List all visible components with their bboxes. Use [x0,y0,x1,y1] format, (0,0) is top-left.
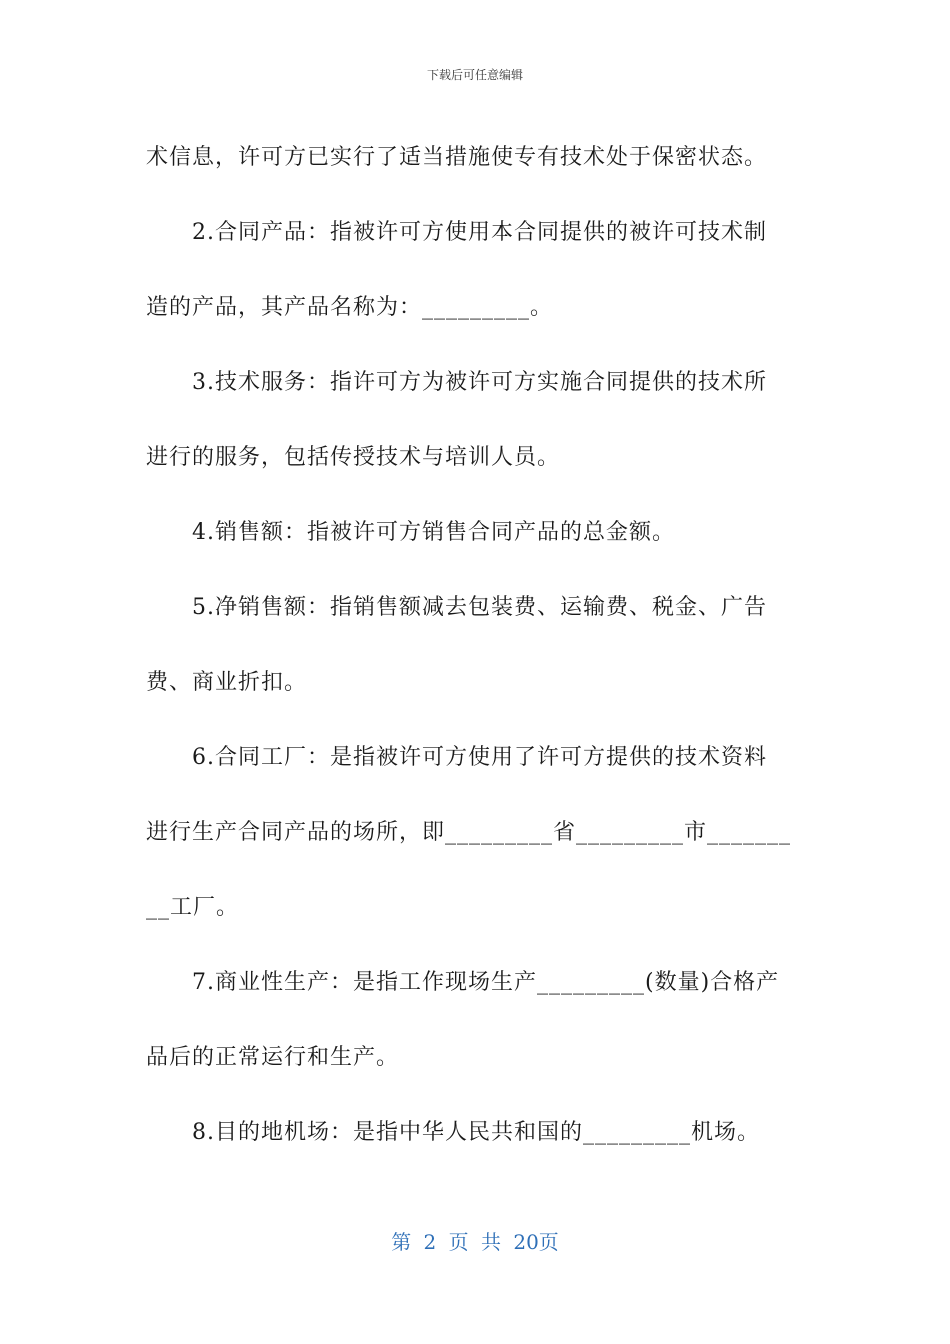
paragraph-line: 费、商业折扣。 [146,670,308,695]
paragraph-line: 进行的服务，包括传授技术与培训人员。 [146,445,561,470]
paragraph-line: 造的产品，其产品名称为：_________。 [146,295,554,320]
document-body [146,120,806,1170]
paragraph-line: 8.目的地机场：是指中华人民共和国的_________机场。 [192,1120,760,1145]
paragraph-line: 术信息，许可方已实行了适当措施使专有技术处于保密状态。 [146,145,768,170]
paragraph-line: 3.技术服务：指许可方为被许可方实施合同提供的技术所 [192,370,767,395]
paragraph-line: 6.合同工厂：是指被许可方使用了许可方提供的技术资料 [192,745,767,770]
paragraph-line: 5.净销售额：指销售额减去包装费、运输费、税金、广告 [192,595,767,620]
paragraph-line: 2.合同产品：指被许可方使用本合同提供的被许可技术制 [192,220,767,245]
paragraph-line: 品后的正常运行和生产。 [146,1045,400,1070]
paragraph-line: 7.商业性生产：是指工作现场生产_________(数量)合格产 [192,970,780,995]
paragraph-line: __工厂。 [146,895,240,920]
page-header: 下载后可任意编辑 [426,68,523,82]
page-number-footer: 第 2 页 共 20页 [391,1230,559,1254]
paragraph-line: 4.销售额：指被许可方销售合同产品的总金额。 [192,520,675,545]
paragraph-line: 进行生产合同产品的场所，即_________省_________市_______ [146,820,792,845]
